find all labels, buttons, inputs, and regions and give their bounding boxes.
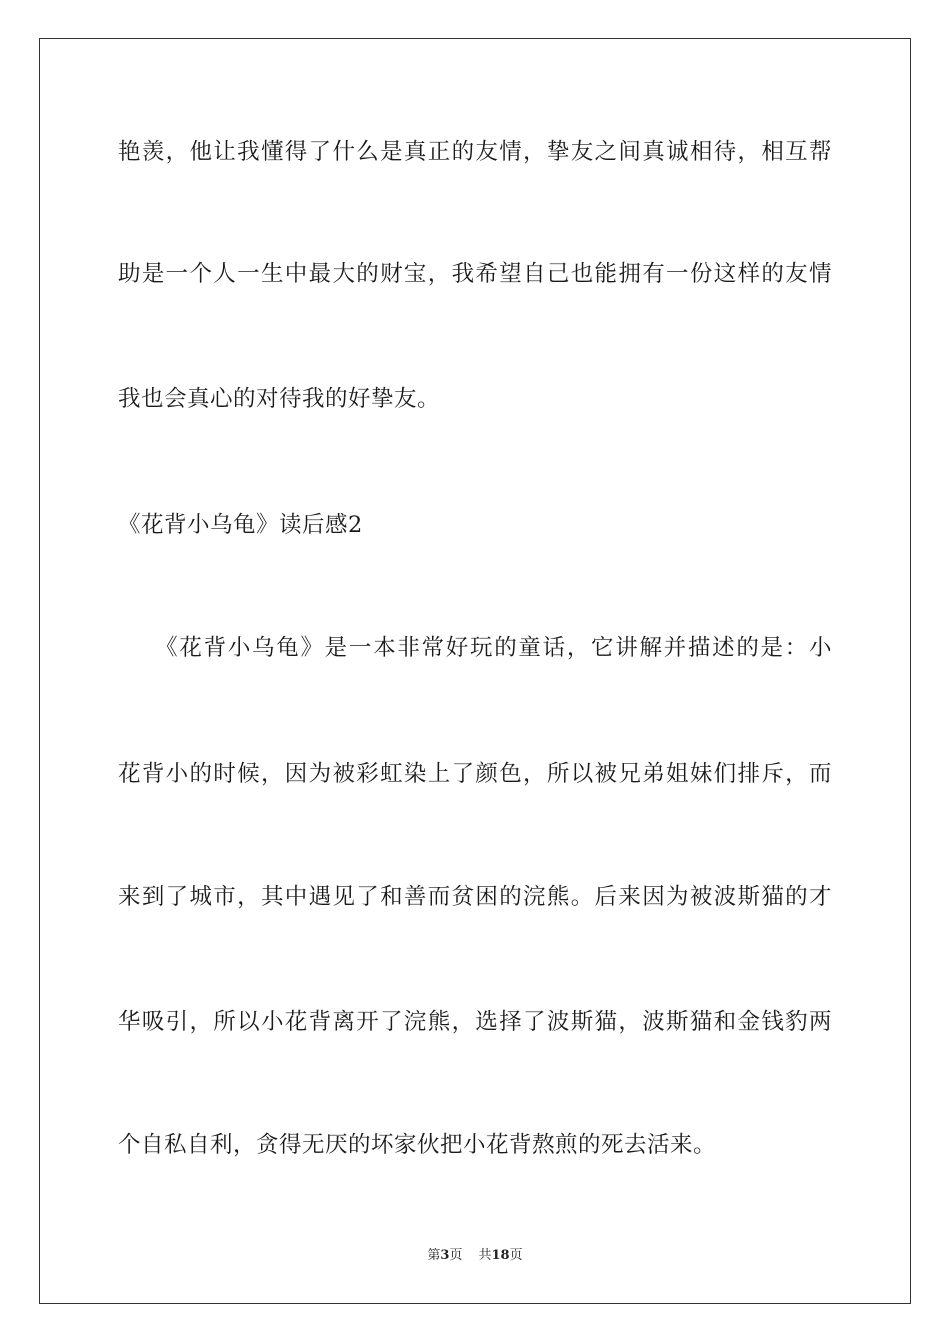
page-border <box>39 38 911 1304</box>
body-text-line: 艳羡，他让我懂得了什么是真正的友情，挚友之间真诚相待，相互帮 <box>118 139 832 165</box>
body-text-line: 个自私自利，贪得无厌的坏家伙把小花背熬煎的死去活来。 <box>118 1132 717 1158</box>
body-text-line: 我也会真心的对待我的好挚友。 <box>118 386 441 412</box>
page-label-suffix: 页 <box>449 1248 463 1263</box>
total-label-prefix: 共 <box>478 1248 492 1263</box>
body-text-line: 华吸引，所以小花背离开了浣熊，选择了波斯猫，波斯猫和金钱豹两 <box>118 1009 832 1035</box>
total-label-suffix: 页 <box>509 1248 523 1263</box>
total-pages: 18 <box>491 1248 510 1263</box>
section-heading: 《花背小乌龟》读后感2 <box>118 512 363 538</box>
body-text-line: 来到了城市，其中遇见了和善而贫困的浣熊。后来因为被波斯猫的才 <box>118 884 832 910</box>
body-text-line: 花背小的时候，因为被彩虹染上了颜色，所以被兄弟姐妹们排斥，而 <box>118 761 832 787</box>
page-number: 3 <box>440 1248 450 1263</box>
page-footer <box>0 1247 950 1265</box>
page-label-prefix: 第 <box>427 1248 441 1263</box>
body-text-line: 助是一个人一生中最大的财宝，我希望自己也能拥有一份这样的友情 <box>118 261 832 287</box>
body-text-line: 《花背小乌龟》是一本非常好玩的童话，它讲解并描述的是：小 <box>118 635 832 661</box>
